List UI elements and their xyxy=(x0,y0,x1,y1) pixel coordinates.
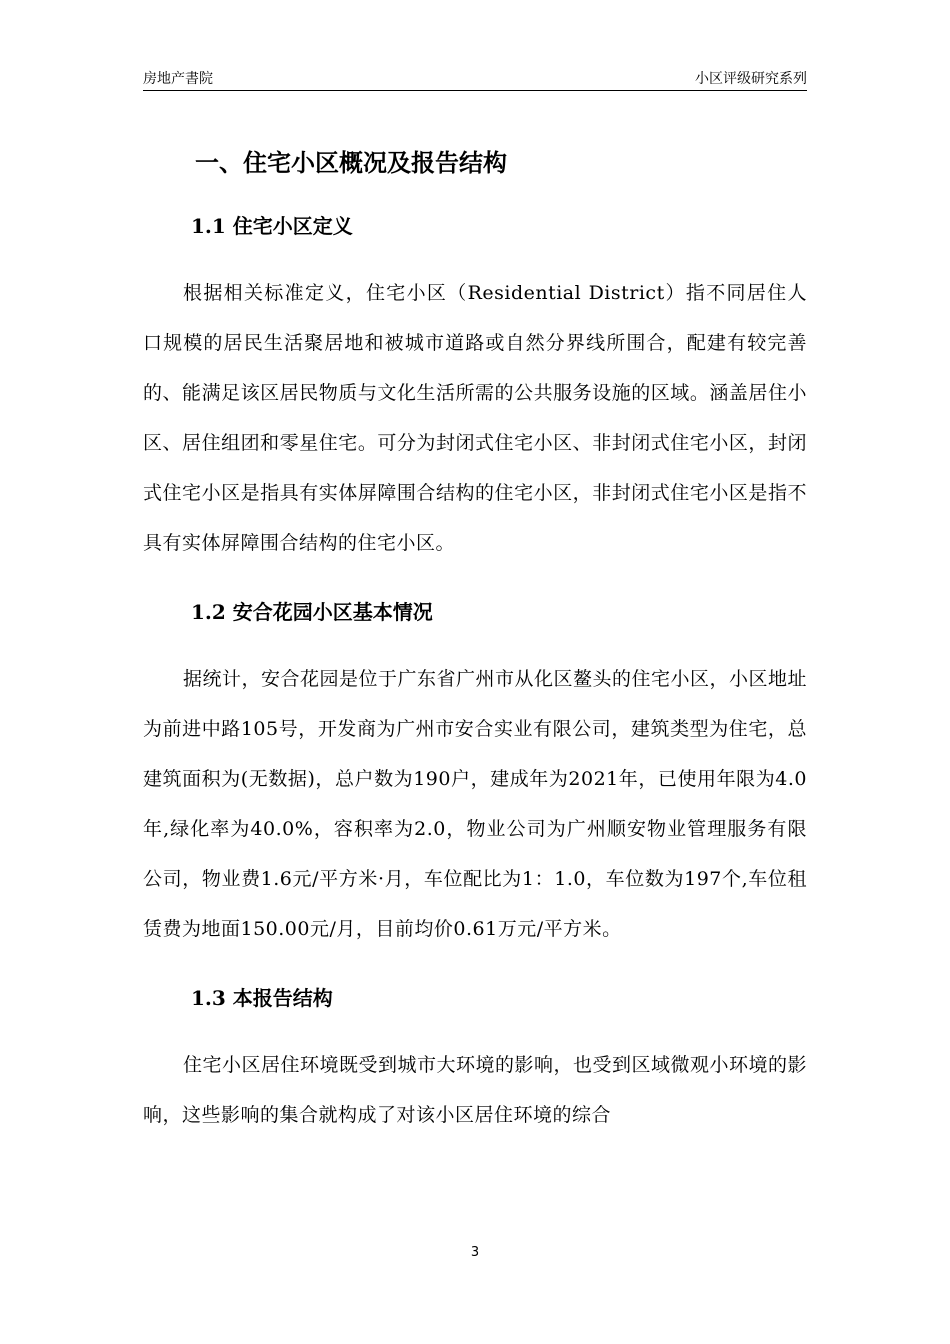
section-paragraph-1-1: 根据相关标准定义，住宅小区（Residential District）指不同居住人口规模的居民生活聚居地和被城市道路或自然分界线所围合，配建有较完善的、能满足该区居民物质与文化生活所需的公共服务设施的区域。涵盖居住小区、居住组团和零星住宅。可分为封闭式住宅小区、非封闭式住宅小区，封闭式住宅小区是指具有实体屏障围合结构的住宅小区，非封闭式住宅小区是指不具有实体屏障围合结构的住宅小区。 xyxy=(143,282,807,554)
page-header xyxy=(143,64,807,91)
section-heading-1-3: 1.3 本报告结构 xyxy=(191,986,333,1010)
section-heading-1-2: 1.2 安合花园小区基本情况 xyxy=(191,600,433,624)
header-series-title: 小区评级研究系列 xyxy=(695,71,807,87)
page-body xyxy=(143,140,807,1140)
section-paragraph-1-3: 住宅小区居住环境既受到城市大环境的影响，也受到区域微观小环境的影响，这些影响的集合就构成了对该小区居住环境的综合 xyxy=(143,1054,808,1126)
page-number: 3 xyxy=(470,1245,480,1260)
chapter-title: 一、住宅小区概况及报告结构 xyxy=(195,148,507,177)
section-paragraph-1-2: 据统计，安合花园是位于广东省广州市从化区鳌头的住宅小区，小区地址为前进中路105号，开发商为广州市安合实业有限公司，建筑类型为住宅，总建筑面积为(无数据)，总户数为190户，建成年为2021年，已使用年限为4.0年,绿化率为40.0%，容积率为2.0，物业公司为广州顺安物业管理服务有限公司，物业费1.6元/平方米·月，车位配比为1：1.0，车位数为197个,车位租赁费为地面150.00元/月，目前均价0.61万元/平方米。 xyxy=(143,668,808,940)
header-publisher: 房地产書院 xyxy=(143,71,213,87)
section-heading-1-1: 1.1 住宅小区定义 xyxy=(191,214,353,238)
